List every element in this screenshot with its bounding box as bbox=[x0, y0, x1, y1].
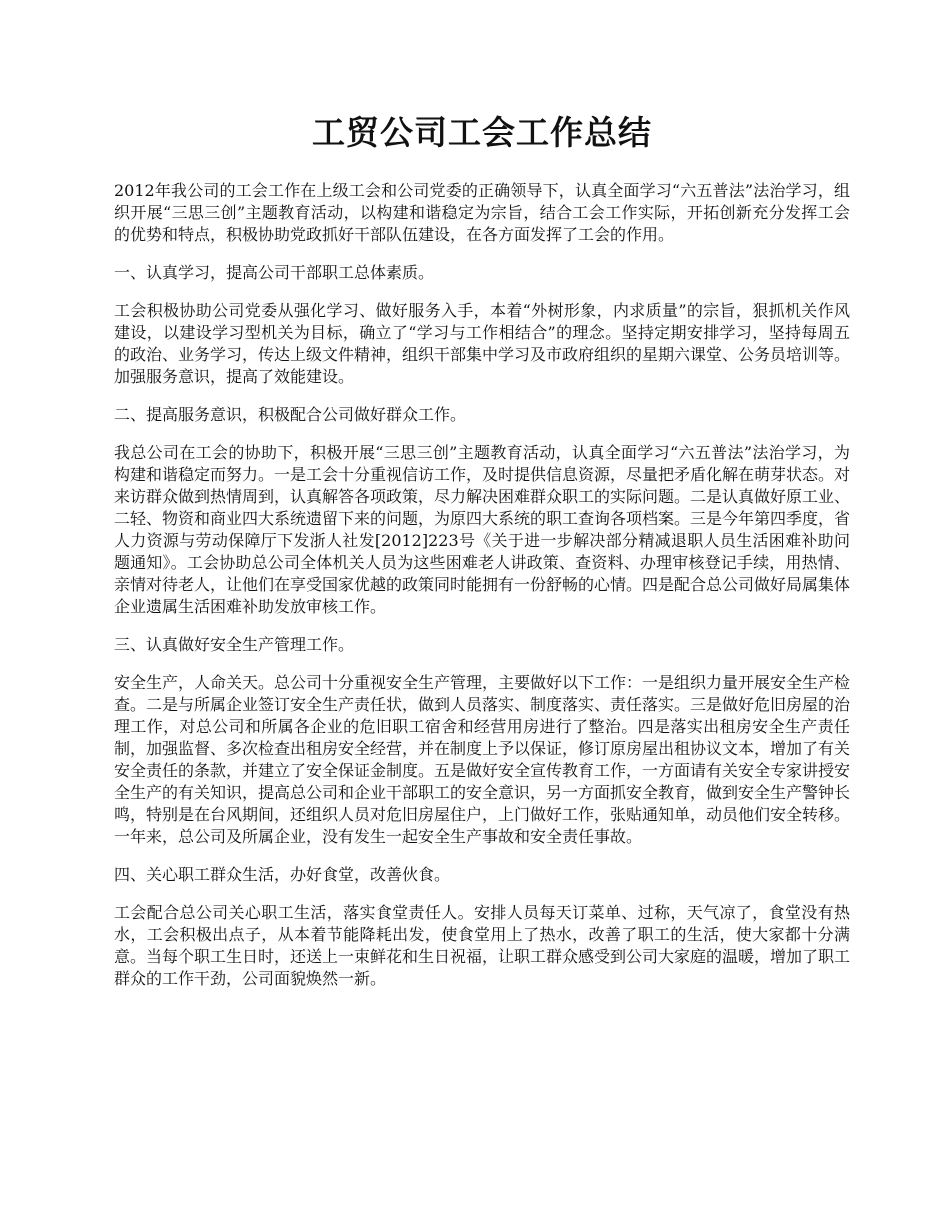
section-2-heading: 二、提高服务意识，积极配合公司做好群众工作。 bbox=[114, 405, 467, 424]
page-title: 工贸公司工会工作总结 bbox=[312, 113, 652, 152]
section-4-heading: 四、关心职工群众生活，办好食堂，改善伙食。 bbox=[114, 865, 451, 884]
document-page bbox=[114, 108, 850, 1006]
section-4-body: 工会配合总公司关心职工生活，落实食堂责任人。安排人员每天订菜单、过称，天气凉了，食堂没有热水，工会积极出点子，从本着节能降耗出发，使食堂用上了热水，改善了职工的生活，使大家都十分满意。当每个职工生日时，还送上一束鲜花和生日祝福，让职工群众感受到公司大家庭的温暖，增加了职工群众的工作干劲，公司面貌焕然一新。 bbox=[114, 903, 851, 988]
section-1-body: 工会积极协助公司党委从强化学习、做好服务入手，本着“外树形象，内求质量”的宗旨，狠抓机关作风建设，以建设学习型机关为目标，确立了“学习与工作相结合”的理念。坚持定期安排学习，坚持每周五的政治、业务学习，传达上级文件精神，组织干部集中学习及市政府组织的星期六课堂、公务员培训等。加强服务意识，提高了效能建设。 bbox=[114, 301, 851, 386]
intro-paragraph: 2012年我公司的工会工作在上级工会和公司党委的正确领导下，认真全面学习“六五普法”法治学习，组织开展“三思三创”主题教育活动，以构建和谐稳定为宗旨，结合工会工作实际，开拓创新充分发挥工会的优势和特点，积极协助党政抓好干部队伍建设，在各方面发挥了工会的作用。 bbox=[114, 181, 850, 244]
section-2-body: 我总公司在工会的协助下，积极开展“三思三创”主题教育活动，认真全面学习“六五普法”法治学习，为构建和谐稳定而努力。一是工会十分重视信访工作，及时提供信息资源，尽量把矛盾化解在萌芽状态。对来访群众做到热情周到，认真解答各项政策，尽力解决困难群众职工的实际问题。二是认真做好原工业、二轻、物资和商业四大系统遗留下来的问题，为原四大系统的职工查询各项档案。三是今年第四季度，省人力资源与劳动保障厅下发浙人社发[2012]223号《关于进一步解决部分精减退职人员生活困难补助问题通知》。工会协助总公司全体机关人员为这些困难老人讲政策、查资料、办理审核登记手续，用热情、亲情对待老人，让他们在享受国家优越的政策同时能拥有一份舒畅的心情。四是配合总公司做好局属集体企业遗属生活困难补助发放审核工作。 bbox=[114, 443, 851, 616]
section-3-heading: 三、认真做好安全生产管理工作。 bbox=[114, 635, 355, 654]
section-3-body: 安全生产，人命关天。总公司十分重视安全生产管理，主要做好以下工作：一是组织力量开展安全生产检查。二是与所属企业签订安全生产责任状，做到人员落实、制度落实、责任落实。三是做好危旧房屋的治理工作，对总公司和所属各企业的危旧职工宿舍和经营用房进行了整治。四是落实出租房安全生产责任制，加强监督、多次检查出租房安全经营，并在制度上予以保证，修订原房屋出租协议文本，增加了有关安全责任的条款，并建立了安全保证金制度。五是做好安全宣传教育工作，一方面请有关安全专家讲授安全生产的有关知识，提高总公司和企业干部职工的安全意识，另一方面抓安全教育，做到安全生产警钟长鸣，特别是在台风期间，还组织人员对危旧房屋住户，上门做好工作，张贴通知单，动员他们安全转移。一年来，总公司及所属企业，没有发生一起安全生产事故和安全责任事故。 bbox=[114, 673, 851, 846]
section-1-heading: 一、认真学习，提高公司干部职工总体素质。 bbox=[114, 263, 435, 282]
